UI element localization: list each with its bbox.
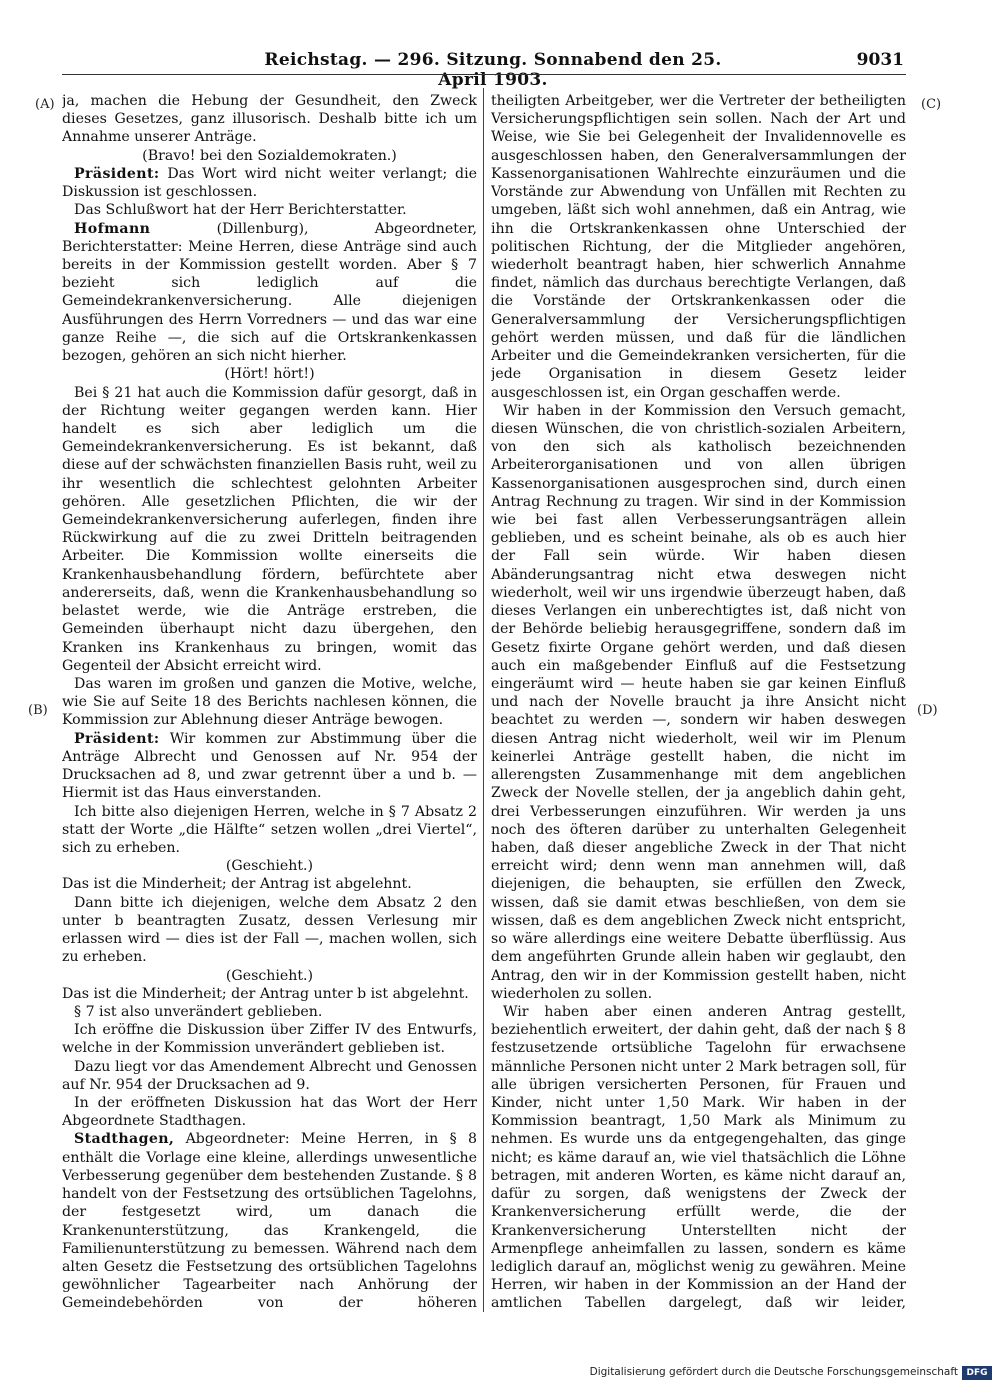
paragraph: Das ist die Minderheit; der Antrag ist abgelehnt. — [62, 876, 412, 893]
paragraph: Wir haben aber einen anderen Antrag gestellt, beziehentlich erweitert, der dahin geht, daß der nach § 8 festzusetzende ortsübliche Tagelohn für erwachsene männliche Personen nicht unter 2 Mark betragen soll, für alle übrigen versicherten Personen, für Frauen und Kinder, nicht unter 1,50 Mark. Wir haben in der Kommission beantragt, 1,50 Mark als Minimum zu nehmen. Es wurde uns da entgegengehalten, das ginge nicht; es käme darauf an, wie viel thatsächlich die Löhne betragen, mit anderen Worten, es käme nicht darauf an, dafür zu sorgen, daß wenigstens der Zweck der Krankenversicherung erfüllt werde, die der Krankenversicherung Unterstellten nicht der Armenpflege anheimfallen zu lassen, sondern es käme lediglich darauf an, möglichst wenig zu gewähren. Meine Herren, wir haben in der Kommission an der Hand der amtlichen Tabellen dargelegt, daß wir leider, — [491, 1003, 906, 1312]
paragraph: Bei § 21 hat auch die Kommission dafür gesorgt, daß in der Richtung weiter gegangen werden kann. Hier handelt es sich aber lediglich um die Gemeindekrankenversicherung. Es ist bekannt, daß diese auf der schwächsten finanziellen Basis ruht, weil zu ihr wesentlich die schlechtest gelohnten Arbeiter gehören. Alle gesetzlichen Pflichten, die wir der Gemeindekrankenversicherung auferlegen, finden ihre Rückwirkung auf die zu zwei Dritteln beitragenden Arbeiter. Die Kommission wollte einerseits die Krankenhausbehandlung fördern, befürchtete aber andererseits, daß, wenn die Krankenhausbehandlung so belastet werde, wie die Anträge erstreben, die Gemeinden überhaupt nicht dazu übergehen, den Kranken ins Krankenhaus zu bringen, womit das Gegenteil der Absicht erreicht wird. — [62, 384, 477, 674]
paragraph: Dann bitte ich diejenigen, welche dem Absatz 2 den unter b beantragten Zusatz, dessen Verlesung mir erlassen wird — dies ist der Fall —, machen wollen, sich zu erheben. — [62, 894, 477, 966]
speaker-paragraph — [62, 220, 477, 366]
running-title: Reichstag. — 296. Sitzung. Sonnabend den 25. April 1903. — [264, 50, 722, 90]
speaker-name: Stadthagen, — [74, 1131, 175, 1148]
speech-text: Das Wort wird nicht weiter verlangt; die Diskussion ist geschlossen. — [62, 165, 477, 201]
speaker-name: Hofmann — [74, 220, 151, 237]
paragraph: Das waren im großen und ganzen die Motive, welche, wie Sie auf Seite 18 des Berichts nachlesen können, die Kommission zur Ablehnung dieser Anträge bewogen. — [62, 676, 477, 729]
paragraph: theiligten Arbeitgeber, wer die Vertreter der betheiligten Versicherungspflichtigen sein sollen. Nach der Art und Weise, wie Sie bei Gelegenheit der Invalidennovelle es ausgeschlossen haben, den Generalversammlungen der Kassenorganisationen Wahlrechte einzuräumen und die Vorstände zur Abwendung von Unfällen mit Rechten zu umgeben, läßt sich wohl annehmen, daß ein Antrag, wie ihn die Ortskrankenkassen ohne Unterschied der politischen Richtung, der die Mitglieder angehören, wiederholt beantragt haben, hier schwerlich Annahme findet, nämlich das durchaus berechtigte Verlangen, daß die Vorstände der Ortskrankenkassen oder die Generalversammlung der Versicherungspflichtigen gehört werden müssen, und daß für die ländlichen Arbeiter und die Gemeindekranken versicherten, für die jede Organisation in diesem Gesetz leider ausgeschlossen ist, ein Organ geschaffen werde. — [491, 93, 906, 401]
speaker-paragraph — [62, 730, 477, 803]
margin-marker-a: (A) — [35, 97, 55, 112]
speech-text: Wir kommen zur Abstimmung über die Anträge Albrecht und Genossen auf Nr. 954 der Drucksachen ad 8, und zwar getrennt über a und b. — Hiermit ist das Haus einverstanden. — [62, 730, 477, 802]
paragraph: Ich bitte also diejenigen Herren, welche in § 7 Absatz 2 statt der Worte „die Hälfte“ setzen wollen „drei Viertel“, sich zu erheben. — [62, 803, 477, 856]
interjection: (Geschieht.) — [225, 967, 314, 984]
paragraph: Wir haben in der Kommission den Versuch gemacht, diesen Wünschen, die von christlich-sozialen Arbeitern, von den sich als katholisch bezeichnenden Arbeiterorganisationen und von allen übrigen Kassenorganisationen ausgesprochen sind, durch einen Antrag Rechnung zu tragen. Wir sind in der Kommission wie bei fast allen Verbesserungsanträgen allein geblieben, und es scheint beinahe, als ob es auch hier der Fall sein würde. Wir haben diesen Abänderungsantrag nicht etwa deswegen nicht wiederholt, weil wir uns irgendwie überzeugt haben, daß dieses Verlangen ein unberechtigtes ist, daß nicht von der Behörde beliebig herausgegriffene, sondern daß im Gesetz fixirte Organe gehört werden, und daß diesen auch ein maßgebender Einfluß auf die Festsetzung eingeräumt wird — heute haben sie gar keinen Einfluß und nach der Novelle braucht ja ihre Ansicht nicht beachtet zu werden —, sondern wir haben deswegen diesen Antrag nicht wiederholt, weil wir im Plenum keinerlei Anträge gestellt haben, die nicht im allerengsten Zusammenhange mit dem angeblichen Zweck der Novelle stellen, der ja angeblich dahin geht, drei Verbesserungen einzuführen. Wir werden ja uns noch des öfteren darüber zu unterhalten Gelegenheit haben, daß dieser angebliche Zweck in der That nicht erreicht wird; denn wenn man annehmen will, daß diejenigen, die behaupten, sie erfüllen den Zweck, wissen, daß sie damit etwas beschließen, von dem sie wissen, daß es dem angeblichen Zweck nicht entspricht, so wäre allerdings eine weitere Debatte überflüssig. Aus dem angeführten Grunde allein haben wir geglaubt, den Antrag, den wir in der Kommission gestellt haben, nicht wiederholen zu sollen. — [491, 402, 906, 1002]
page-footer — [589, 1366, 992, 1382]
header-rule — [62, 74, 906, 75]
speech-text: (Dillenburg), Abgeordneter, Berichterstatter: Meine Herren, diese Anträge sind auch bereits in der Kommission gestellt worden. Aber § 7 bezieht sich lediglich auf die Gemeindekrankenversicherung. Alle diejenigen Ausführungen des Herrn Vorredners — und das war eine ganze Reihe —, die sich auf die Ortskrankenkassen bezogen, gehören an sich nicht hierher. — [62, 220, 477, 365]
speaker-name: Präsident: — [74, 730, 160, 747]
paragraph: Das Schlußwort hat der Herr Berichterstatter. — [74, 202, 407, 219]
page-number: 9031 — [856, 50, 904, 70]
page-header — [0, 0, 1000, 90]
paragraph: Ich eröffne die Diskussion über Ziffer IV des Entwurfs, welche in der Kommission unverändert geblieben ist. — [62, 1022, 477, 1057]
speaker-paragraph — [62, 1130, 477, 1312]
paragraph: ja, machen die Hebung der Gesundheit, den Zweck dieses Gesetzes, ganz illusorisch. Deshalb bitte ich um Annahme unserer Anträge. — [62, 93, 477, 146]
footer-credit: Digitalisierung gefördert durch die Deutsche Forschungsgemeinschaft — [589, 1366, 958, 1378]
paragraph: Das ist die Minderheit; der Antrag unter b ist abgelehnt. — [62, 985, 469, 1002]
right-column — [491, 92, 906, 1312]
speaker-name: Präsident: — [74, 165, 160, 182]
interjection: (Geschieht.) — [225, 858, 314, 875]
interjection: (Bravo! bei den Sozialdemokraten.) — [142, 147, 397, 164]
paragraph: In der eröffneten Diskussion hat das Wort der Herr Abgeordnete Stadthagen. — [62, 1095, 477, 1130]
paragraph: Dazu liegt vor das Amendement Albrecht und Genossen auf Nr. 954 der Drucksachen ad 9. — [62, 1058, 477, 1093]
margin-marker-c: (C) — [921, 97, 942, 112]
speech-text: Abgeordneter: Meine Herren, in § 8 enthält die Vorlage eine kleine, allerdings unwesentliche Verbesserung gegenüber dem bestehenden Zustande. § 8 handelt von der Festsetzung des ortsüblichen Tagelohns, der festgesetzt wird, um danach die Krankenunterstützung, das Krankengeld, die Familienunterstützung zu bemessen. Während nach dem alten Gesetz die Festsetzung des ortsüblichen Tagelohns gewöhnlicher Tagearbeiter nach Anhörung der Gemeindebehörden von der höheren — [62, 1131, 477, 1312]
speaker-paragraph — [62, 165, 477, 201]
left-column — [62, 92, 477, 1312]
column-divider — [483, 88, 484, 1312]
interjection: (Hört! hört!) — [224, 366, 315, 383]
dfg-logo: DFG — [962, 1366, 992, 1380]
paragraph: § 7 ist also unverändert geblieben. — [74, 1003, 323, 1020]
margin-marker-b: (B) — [28, 703, 48, 718]
margin-marker-d: (D) — [917, 703, 938, 718]
